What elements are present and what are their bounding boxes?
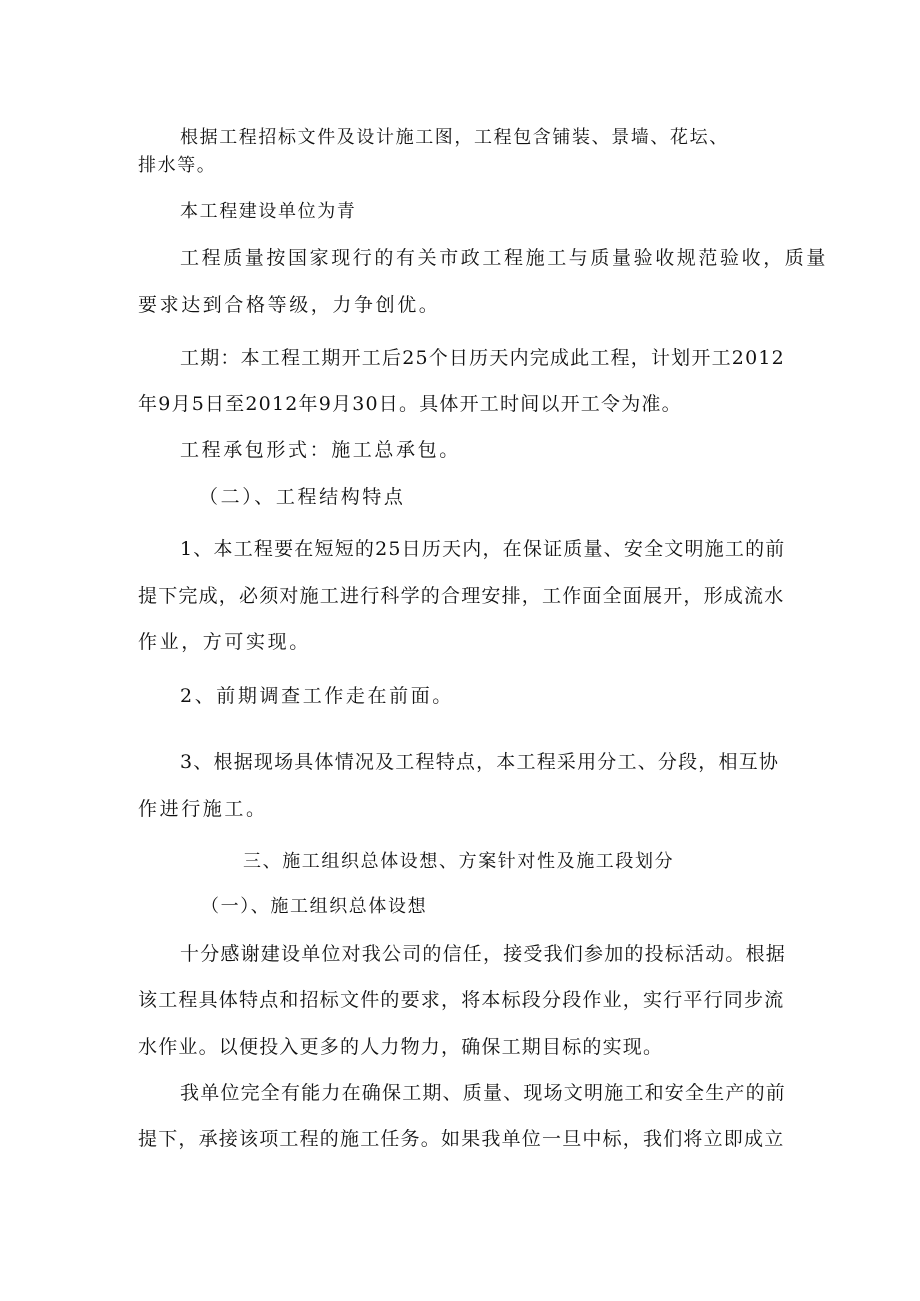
paragraph-line: 工程质量按国家现行的有关市政工程施工与质量验收规范验收，质量 [180,247,829,269]
paragraph-line: 3、根据现场具体情况及工程特点，本工程采用分工、分段，相互协 [180,751,780,773]
paragraph-line: 水作业。以便投入更多的人力物力，确保工期目标的实现。 [138,1036,664,1058]
paragraph-line: 1、本工程要在短短的25日历天内，在保证质量、安全文明施工的前 [180,538,786,560]
paragraph-line: 作进行施工。 [138,798,268,820]
paragraph-line: 提下，承接该项工程的施工任务。如果我单位一旦中标，我们将立即成立 [138,1128,785,1150]
paragraph-line: 工期：本工程工期开工后25个日历天内完成此工程，计划开工2012 [180,347,785,369]
paragraph-line: 排水等。 [138,155,217,176]
paragraph-line: 2、前期调查工作走在前面。 [180,685,454,707]
paragraph-line: 根据工程招标文件及设计施工图，工程包含铺装、景墙、花坛、 [180,127,729,148]
paragraph-line: 要求达到合格等级，力争创优。 [138,294,441,316]
paragraph-line: 年9月5日至2012年9月30日。具体开工时间以开工令为准。 [138,393,682,415]
section-heading: （一）、施工组织总体设想 [201,896,428,917]
section-heading: （二）、工程结构特点 [199,486,406,508]
paragraph-line: 该工程具体特点和招标文件的要求，将本标段分段作业，实行平行同步流 [138,989,785,1011]
paragraph-line: 我单位完全有能力在确保工期、质量、现场文明施工和安全生产的前 [180,1082,787,1104]
paragraph-line: 提下完成，必须对施工进行科学的合理安排，工作面全面展开，形成流水 [138,585,785,607]
paragraph-line: 十分感谢建设单位对我公司的信任，接受我们参加的投标活动。根据 [180,943,787,965]
paragraph-line: 工程承包形式：施工总承包。 [180,439,461,461]
chapter-heading: 三、施工组织总体设想、方案针对性及施工段划分 [243,851,675,872]
paragraph-line: 作业，方可实现。 [138,631,311,653]
paragraph-line: 本工程建设单位为青 [180,201,357,222]
